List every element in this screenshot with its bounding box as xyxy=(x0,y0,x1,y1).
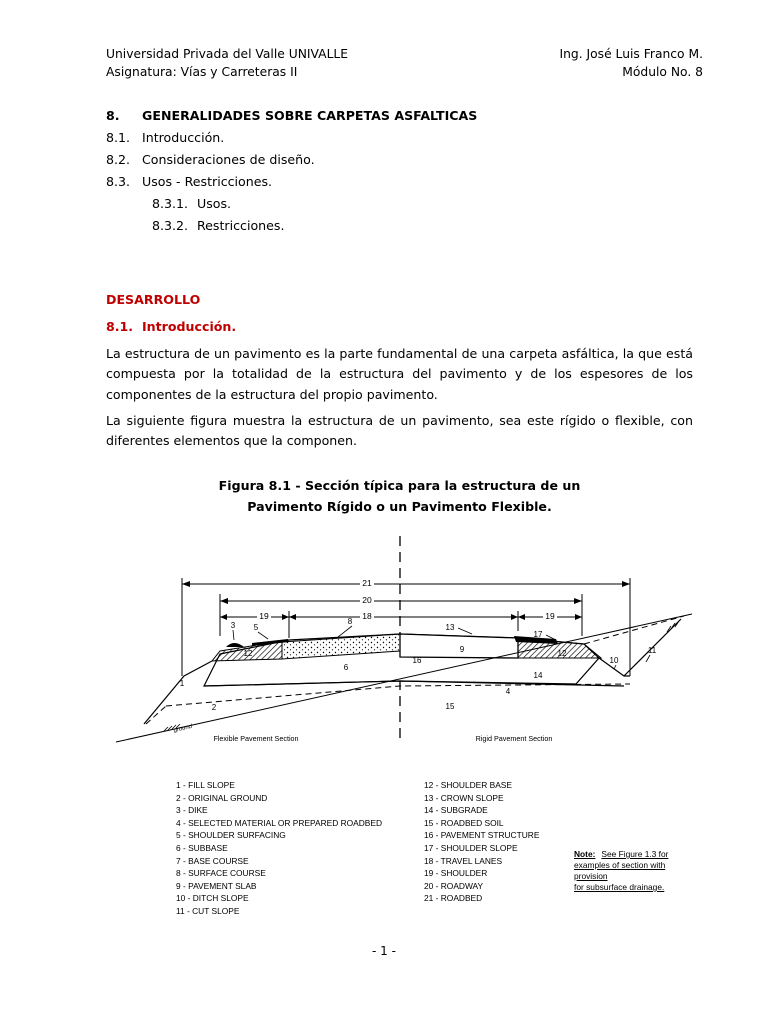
legend-item: 4 - SELECTED MATERIAL OR PREPARED ROADBED xyxy=(176,817,383,828)
toc-item-number: 8.2. xyxy=(106,152,131,167)
dimension-label-19-right: 19 xyxy=(545,611,555,621)
callout-15: 15 xyxy=(445,702,455,711)
subsection-title: Introducción. xyxy=(142,319,237,334)
legend-item: 5 - SHOULDER SURFACING xyxy=(176,830,286,841)
toc-item xyxy=(106,149,477,171)
callout-10: 10 xyxy=(609,656,619,665)
callout-16: 16 xyxy=(412,656,422,665)
toc-main-title: GENERALIDADES SOBRE CARPETAS ASFALTICAS xyxy=(142,108,478,123)
legend-item: 7 - BASE COURSE xyxy=(176,855,249,866)
author-name: Ing. José Luis Franco M. xyxy=(559,47,703,61)
toc-item-label: Introducción. xyxy=(142,130,225,145)
subsection-number: 8.1. xyxy=(106,319,134,334)
callout-4: 4 xyxy=(505,687,511,696)
legend-item: 19 - SHOULDER xyxy=(424,868,488,879)
toc-subitem xyxy=(106,215,477,237)
legend-item: 14 - SUBGRADE xyxy=(424,805,488,816)
legend-item: 12 - SHOULDER BASE xyxy=(424,780,512,790)
section-heading: DESARROLLO xyxy=(106,292,201,307)
page-header-right xyxy=(559,45,703,81)
university-name: Universidad Privada del Valle UNIVALLE xyxy=(106,47,349,61)
callout-2: 2 xyxy=(211,703,217,712)
subsection-heading xyxy=(106,317,236,337)
legend-item: 21 - ROADBED xyxy=(424,893,483,904)
roadbed-dashed-line xyxy=(584,616,684,644)
toc-main-number: 8. xyxy=(106,108,120,123)
legend-item: 13 - CROWN SLOPE xyxy=(424,792,504,803)
legend-item: 11 - CUT SLOPE xyxy=(176,905,240,916)
pavement-section-figure xyxy=(106,526,698,926)
figure-caption-line-2: Pavimento Rígido o un Pavimento Flexible. xyxy=(247,499,552,514)
legend-item: 10 - DITCH SLOPE xyxy=(176,893,249,904)
legend-item: 6 - SUBBASE xyxy=(176,842,228,853)
legend-item: 3 - DIKE xyxy=(176,805,208,816)
selected-material-line xyxy=(166,684,630,706)
callout-1: 1 xyxy=(179,679,185,688)
table-of-contents xyxy=(106,105,477,237)
dimension-label-19-left: 19 xyxy=(259,611,269,621)
original-ground-line xyxy=(116,614,692,742)
figure-caption-line-1: Figura 8.1 - Sección típica para la estructura de un xyxy=(218,478,581,493)
ground-label: ground xyxy=(173,723,193,734)
toc-item-label: Usos - Restricciones. xyxy=(142,174,273,189)
legend-item: 18 - TRAVEL LANES xyxy=(424,855,503,866)
legend-right xyxy=(424,779,539,905)
legend-item: 8 - SURFACE COURSE xyxy=(176,868,266,879)
legend-item: 17 - SHOULDER SLOPE xyxy=(424,842,518,853)
toc-main-heading xyxy=(106,105,477,127)
toc-item-label: Consideraciones de diseño. xyxy=(142,152,315,167)
legend-item: 16 - PAVEMENT STRUCTURE xyxy=(424,830,540,841)
legend-item: 1 - FILL SLOPE xyxy=(176,780,235,790)
flexible-section-label: Flexible Pavement Section xyxy=(213,734,299,743)
paragraph-1: La estructura de un pavimento es la parte fundamental de una carpeta asfáltica, la que está compuesta por la totalidad de la estructura del pavimento y de los espesores de los componentes de la estructura del propio pavimento. xyxy=(106,346,693,402)
toc-subitem-label: Restricciones. xyxy=(197,218,285,233)
figure-caption xyxy=(106,475,693,517)
callout-14: 14 xyxy=(533,671,543,680)
callout-5: 5 xyxy=(253,623,259,632)
callout-8: 8 xyxy=(347,617,353,626)
fill-slope-line xyxy=(144,661,212,724)
callout-12-left: 12 xyxy=(243,649,253,658)
legend-item: 2 - ORIGINAL GROUND xyxy=(176,792,268,803)
page-number: - 1 - xyxy=(372,944,396,958)
dimension-label-18: 18 xyxy=(362,611,372,621)
note-line-3: for subsurface drainage. xyxy=(574,882,665,892)
rigid-section-label: Rigid Pavement Section xyxy=(475,734,553,743)
legend-item: 15 - ROADBED SOIL xyxy=(424,817,504,828)
callout-13: 13 xyxy=(445,623,455,632)
callout-12-right: 12 xyxy=(557,649,567,658)
paragraph-2: La siguiente figura muestra la estructura de un pavimento, sea este rígido o flexible, con diferentes elementos que la componen. xyxy=(106,413,693,449)
callout-9: 9 xyxy=(459,645,465,654)
course-name: Asignatura: Vías y Carreteras II xyxy=(106,65,298,79)
toc-item-number: 8.1. xyxy=(106,130,131,145)
dimension-label-20: 20 xyxy=(362,595,372,605)
toc-item xyxy=(106,127,477,149)
dike-shape xyxy=(226,643,244,647)
note-line-1: See Figure 1.3 for xyxy=(601,849,669,859)
page-header-left xyxy=(106,45,348,81)
toc-item-number: 8.3. xyxy=(106,174,131,189)
callout-6: 6 xyxy=(343,663,349,672)
legend-item: 20 - ROADWAY xyxy=(424,880,484,891)
toc-subitem-number: 8.3.1. xyxy=(152,196,189,211)
note-line-2: examples of section with provision xyxy=(574,860,666,881)
callout-11: 11 xyxy=(647,646,657,655)
toc-subitem xyxy=(106,193,477,215)
callout-17: 17 xyxy=(533,630,543,639)
dimension-label-21: 21 xyxy=(362,578,372,588)
note-label: Note: xyxy=(574,849,596,859)
module-number: Módulo No. 8 xyxy=(622,65,703,79)
toc-subitem-number: 8.3.2. xyxy=(152,218,189,233)
toc-item xyxy=(106,171,477,193)
callout-3: 3 xyxy=(230,621,236,630)
legend-item: 9 - PAVEMENT SLAB xyxy=(176,880,257,891)
legend-left xyxy=(176,779,382,918)
figure-note xyxy=(574,849,698,893)
toc-subitem-label: Usos. xyxy=(197,196,232,211)
